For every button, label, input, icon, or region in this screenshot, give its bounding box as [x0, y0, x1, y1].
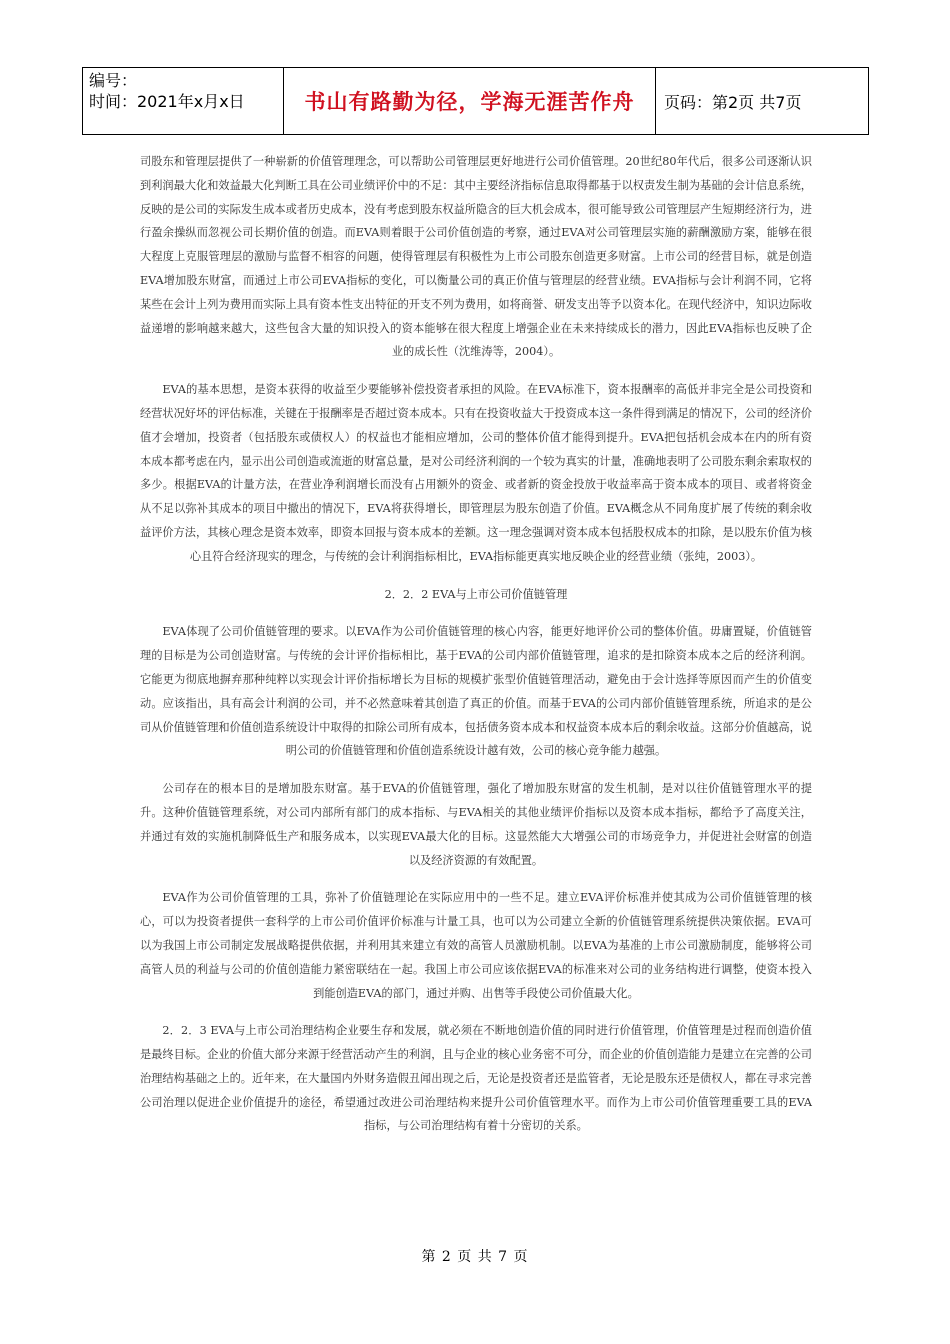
- paragraph: 公司存在的根本目的是增加股东财富。基于EVA的价值链管理，强化了增加股东财富的发生机制，是对以往价值链管理水平的提升。这种价值链管理系统，对公司内部所有部门的成本指标、与EVA相关的其他业绩评价指标以及资本成本指标，都给予了高度关注，并通过有效的实施机制降低生产和服务成本，以实现EVA最大化的目标。这显然能大大增强公司的市场竞争力，并促进社会财富的创造以及经济资源的有效配置。: [140, 782, 812, 867]
- footer-page-number: 第 2 页 共 7 页: [421, 1249, 529, 1265]
- paragraph: EVA的基本思想，是资本获得的收益至少要能够补偿投资者承担的风险。在EVA标准下，资本报酬率的高低并非完全是公司投资和经营状况好坏的评估标准，关键在于报酬率是否超过资本成本。只有在投资收益大于投资成本这一条件得到满足的情况下，公司的经济价值才会增加，投资者（包括股东或债权人）的权益也才能相应增加，公司的整体价值才能得到提升。EVA把包括机会成本在内的所有资本成本都考虑在内，显示出公司创造或流逝的财富总量，是对公司经济利润的一个较为真实的计量，准确地表明了公司股东剩余索取权的多少。根据EVA的计量方法，在营业净利润增长而没有占用额外的资金、或者新的资金投放于收益率高于资本成本的项目、或者将资金从不足以弥补其成本的项目中撤出的情况下，EVA将获得增长，即管理层为股东创造了价值。EVA概念从不同角度扩展了传统的剩余收益评价方法，其核心理念是资本效率，即资本回报与资本成本的差额。这一理念强调对资本成本包括股权成本的扣除，是以股东价值为核心且符合经济现实的理念，与传统的会计利润指标相比，EVA指标能更真实地反映企业的经营业绩（张纯，2003）。: [140, 383, 812, 563]
- paragraph: 司股东和管理层提供了一种崭新的价值管理理念，可以帮助公司管理层更好地进行公司价值管理。20世纪80年代后，很多公司逐渐认识到利润最大化和效益最大化判断工具在公司业绩评价中的不足：其中主要经济指标信息取得都基于以权责发生制为基础的会计信息系统，反映的是公司的实际发生成本或者历史成本，没有考虑到股东权益所隐含的巨大机会成本，很可能导致公司管理层产生短期经济行为，进行盈余操纵而忽视公司长期价值的创造。而EVA则着眼于公司价值创造的考察，通过EVA对公司管理层实施的薪酬激励方案，能够在很大程度上克服管理层的激励与监督不相容的问题，使得管理层有积极性为上市公司股东创造更多财富。上市公司的经营目标，就是创造EVA增加股东财富，而通过上市公司EVA指标的变化，可以衡量公司的真正价值与管理层的经营业绩。EVA指标与会计利润不同，它将某些在会计上列为费用而实际上具有资本性支出特征的开支不列为费用，如将商誉、研发支出等予以资本化。在现代经济中，知识边际收益递增的影响越来越大，这些包含大量的知识投入的资本能够在很大程度上增强企业在未来持续成长的潜力，因此EVA指标也反映了企业的成长性（沈维涛等，2004）。: [140, 155, 812, 359]
- header-motto: 书山有路勤为径，学海无涯苦作舟: [284, 68, 656, 134]
- document-date: 时间：2021年x月x日: [89, 92, 245, 111]
- paragraph: EVA体现了公司价值链管理的要求。以EVA作为公司价值链管理的核心内容，能更好地评价公司的整体价值。毋庸置疑，价值链管理的目标是为公司创造财富。与传统的会计评价指标相比，基于EVA的公司内部价值链管理，追求的是扣除资本成本之后的经济利润。它能更为彻底地摒弃那种纯粹以实现会计评价指标增长为目标的规模扩张型价值链管理活动，避免由于会计选择等原因而产生的价值变动。应该指出，具有高会计利润的公司，并不必然意味着其创造了真正的价值。而基于EVA的公司内部价值链管理系统，所追求的是公司从价值链管理和价值创造系统设计中取得的扣除公司所有成本，包括债务资本成本和权益资本成本后的剩余收益。这部分价值越高，说明公司的价值链管理和价值创造系统设计越有效，公司的核心竞争能力越强。: [140, 625, 812, 758]
- document-body: [140, 150, 812, 1152]
- paragraph: EVA作为公司价值管理的工具，弥补了价值链理论在实际应用中的一些不足。建立EVA评价标准并使其成为公司价值链管理的核心，可以为投资者提供一套科学的上市公司价值评价标准与计量工具，也可以为公司建立全新的价值链管理系统提供决策依据。EVA可以为我国上市公司制定发展战略提供依据，并利用其来建立有效的高管人员激励机制。以EVA为基准的上市公司激励制度，能够将公司高管人员的利益与公司的价值创造能力紧密联结在一起。我国上市公司应该依据EVA的标准来对公司的业务结构进行调整，使资本投入到能创造EVA的部门，通过并购、出售等手段使公司价值最大化。: [140, 891, 812, 1000]
- page-header: [82, 67, 869, 135]
- header-page-info: 页码：第2页 共7页: [664, 92, 802, 112]
- page-footer: [0, 1246, 950, 1266]
- document-number: 编号：: [89, 71, 138, 90]
- paragraph: 2．2．3 EVA与上市公司治理结构企业要生存和发展，就必须在不断地创造价值的同时进行价值管理，价值管理是过程而创造价值是最终目标。企业的价值大部分来源于经营活动产生的利润，且与企业的核心业务密不可分，而企业的价值创造能力是建立在完善的公司治理结构基础之上的。近年来，在大量国内外财务造假丑闻出现之后，无论是投资者还是监管者，无论是股东还是债权人，都在寻求完善公司治理以促进企业价值提升的途径，希望通过改进公司治理结构来提升公司价值管理水平。而作为上市公司价值管理重要工具的EVA指标，与公司治理结构有着十分密切的关系。: [140, 1024, 812, 1133]
- header-meta: [83, 68, 284, 134]
- section-heading: 2．2．2 EVA与上市公司价值链管理: [384, 587, 568, 601]
